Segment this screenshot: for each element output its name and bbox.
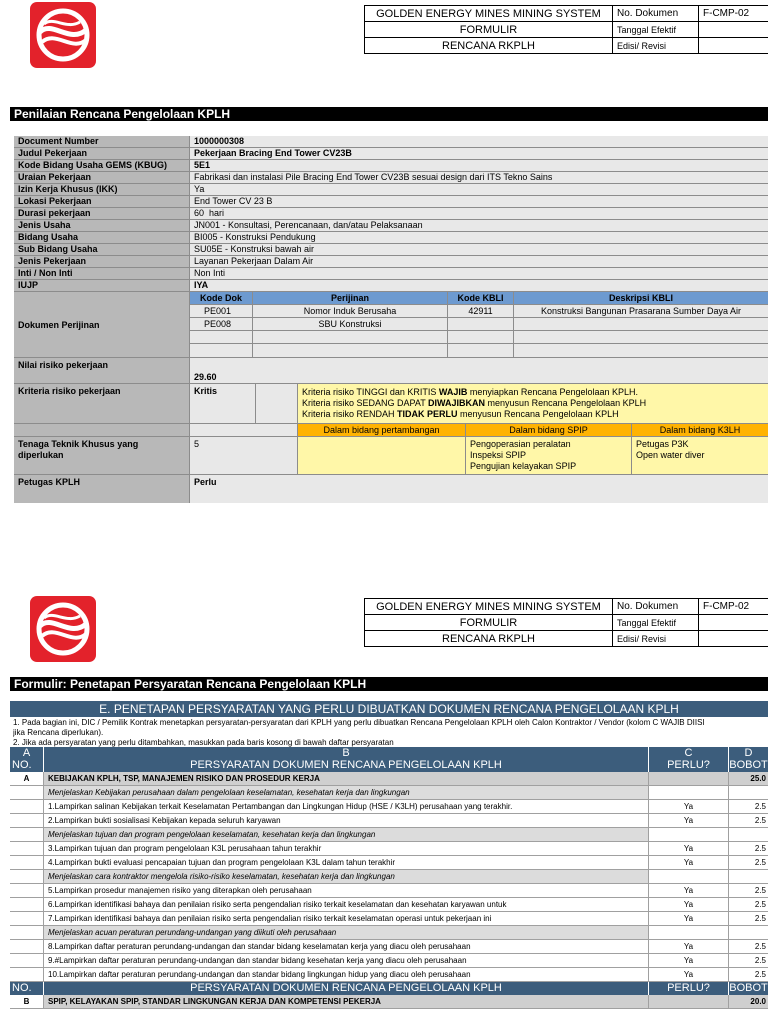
row-no — [10, 884, 44, 897]
risk-note-emphasis: DIWAJIBKAN — [428, 398, 486, 408]
risk-note-text: menyusun Rencana Pengelolaan KPLH — [457, 409, 619, 419]
field-row — [14, 232, 768, 244]
field-value: Layanan Pekerjaan Dalam Air — [190, 256, 768, 267]
field-row — [14, 196, 768, 208]
permits-header-cell: Kode KBLI — [448, 292, 514, 304]
table-row — [10, 940, 768, 954]
permits-grid — [190, 292, 768, 357]
column-titles-row — [10, 982, 768, 995]
table-row — [10, 954, 768, 968]
row-perlu[interactable]: Ya — [649, 884, 729, 897]
row-perlu[interactable]: Ya — [649, 800, 729, 813]
empty-cell — [514, 344, 768, 357]
empty-cell — [256, 384, 298, 423]
row-text: Menjelaskan Kebijakan perusahaan dalam pengelolaan keselamatan, kesehatan kerja dan lingkungan — [44, 786, 649, 799]
column-letter: B — [44, 747, 649, 759]
doc-no-value: F-CMP-02 — [699, 599, 768, 615]
column-letters-row — [10, 747, 768, 759]
column-title: BOBOT — [729, 759, 768, 771]
table-row — [10, 772, 768, 786]
specialist-label: Tenaga Teknik Khusus yang diperlukan — [14, 437, 190, 474]
row-text: Menjelaskan cara kontraktor mengelola risiko-risiko keselamatan, kesehatan kerja dan lingkungan — [44, 870, 649, 883]
field-row — [14, 172, 768, 184]
row-perlu[interactable]: Ya — [649, 898, 729, 911]
empty-cell — [514, 331, 768, 343]
system-name: GOLDEN ENERGY MINES MINING SYSTEM — [365, 6, 613, 22]
form-label: FORMULIR — [365, 615, 613, 631]
edition-value — [699, 631, 768, 647]
field-label: Document Number — [14, 136, 190, 147]
table-row — [10, 968, 768, 982]
specialist-item: Pengoperasian peralatan — [470, 439, 571, 449]
empty-cell — [190, 344, 253, 357]
risk-note — [302, 409, 764, 420]
field-value: End Tower CV 23 B — [190, 196, 768, 207]
officer-row — [14, 475, 768, 503]
row-bobot: 2.5 — [754, 970, 766, 979]
row-text: 5.Lampirkan prosedur manajemen risiko yang diterapkan oleh perusahaan — [44, 884, 649, 897]
field-row — [14, 244, 768, 256]
field-value: Pekerjaan Bracing End Tower CV23B — [190, 148, 768, 159]
column-letter: A — [10, 747, 44, 759]
row-no — [10, 856, 44, 869]
permits-row — [190, 318, 768, 331]
field-value: BI005 - Konstruksi Pendukung — [190, 232, 768, 243]
specialist-header-spip: Dalam bidang SPIP — [466, 424, 632, 436]
logo-emblem-icon — [30, 596, 96, 662]
row-text: Menjelaskan tujuan dan program pengelolaan keselamatan, kesehatan kerja dan lingkungan — [44, 828, 649, 841]
edition-label: Edisi/ Revisi — [613, 38, 699, 54]
risk-note-text: Kriteria risiko TINGGI dan KRITIS — [302, 387, 439, 397]
row-no — [10, 870, 44, 883]
table-row — [10, 898, 768, 912]
row-text: KEBIJAKAN KPLH, TSP, MANAJEMEN RISIKO DAN PROSEDUR KERJA — [44, 772, 649, 785]
effective-date-value — [699, 22, 768, 38]
table-row — [10, 926, 768, 940]
row-no — [10, 828, 44, 841]
row-text: 3.Lampirkan tujuan dan program pengelolaan K3L perusahaan tahun terakhir — [44, 842, 649, 855]
doc-no-label: No. Dokumen — [613, 599, 699, 615]
empty-cell — [190, 424, 298, 436]
row-bobot: 2.5 — [754, 858, 766, 867]
row-perlu[interactable]: Ya — [649, 856, 729, 869]
row-no — [10, 814, 44, 827]
instruction-line: 2. Jika ada persyaratan yang perlu ditambahkan, masukkan pada baris kosong di bawah daftar persyaratan — [13, 738, 394, 747]
specialist-item: Open water diver — [636, 450, 705, 460]
risk-criteria-row — [14, 384, 768, 424]
row-no: B — [10, 995, 44, 1008]
row-bobot: 2.5 — [754, 956, 766, 965]
field-row — [14, 136, 768, 148]
doc-no-label: No. Dokumen — [613, 6, 699, 22]
assessment-table — [14, 136, 768, 503]
risk-value-label: Nilai risiko pekerjaan — [14, 358, 190, 383]
risk-note-text: menyiapkan Rencana Pengelolaan KPLH. — [467, 387, 639, 397]
specialist-header-mining: Dalam bidang pertambangan — [298, 424, 466, 436]
company-logo — [30, 596, 96, 662]
field-label: IUJP — [14, 280, 190, 291]
specialist-header-row — [14, 424, 768, 437]
effective-date-label: Tanggal Efektif — [613, 615, 699, 631]
row-perlu[interactable]: Ya — [649, 968, 729, 981]
permits-section — [14, 292, 768, 358]
risk-note-emphasis: TIDAK PERLU — [397, 409, 458, 419]
permit-name: SBU Konstruksi — [253, 318, 448, 330]
risk-value-row — [14, 358, 768, 384]
form-name: RENCANA RKPLH — [365, 631, 613, 647]
column-letter: D — [744, 747, 753, 759]
table-row — [10, 828, 768, 842]
field-label: Uraian Pekerjaan — [14, 172, 190, 183]
column-letter: C — [649, 747, 729, 759]
row-perlu[interactable] — [649, 995, 729, 1008]
field-value: IYA — [190, 280, 768, 291]
field-label: Kode Bidang Usaha GEMS (KBUG) — [14, 160, 190, 171]
specialist-item: Pengujian kelayakan SPIP — [470, 461, 577, 471]
row-perlu[interactable]: Ya — [649, 814, 729, 827]
row-perlu[interactable]: Ya — [649, 940, 729, 953]
specialist-item: Petugas P3K — [636, 439, 689, 449]
permits-label: Dokumen Perijinan — [14, 292, 190, 357]
row-bobot — [729, 786, 768, 799]
assessment-title: Penilaian Rencana Pengelolaan KPLH — [10, 107, 768, 121]
risk-criteria-value: Kritis — [190, 384, 256, 423]
form-label: FORMULIR — [365, 22, 613, 38]
permit-code: PE001 — [190, 305, 253, 317]
row-no — [10, 968, 44, 981]
specialist-k3lh-list — [632, 437, 768, 474]
row-perlu[interactable]: Ya — [649, 912, 729, 925]
row-bobot: 2.5 — [754, 900, 766, 909]
risk-note-text: menyusun Rencana Pengelolaan KPLH — [485, 398, 647, 408]
empty-cell — [253, 331, 448, 343]
row-no — [10, 940, 44, 953]
row-bobot: 2.5 — [754, 802, 766, 811]
specialist-header-k3lh: Dalam bidang K3LH — [632, 424, 768, 436]
field-row — [14, 160, 768, 172]
logo-emblem-icon — [30, 2, 96, 68]
row-text: 6.Lampirkan identifikasi bahaya dan penilaian risiko serta pengendalian risiko terkait keselamatan dan kesehatan karyawan untuk — [44, 898, 649, 911]
kbli-code — [448, 318, 514, 330]
risk-criteria-label: Kriteria risiko pekerjaan — [14, 384, 190, 423]
row-text: 9.#Lampirkan daftar peraturan perundang-undangan dan standar bidang kesehatan kerja yang diacu oleh perusahaan — [44, 954, 649, 967]
row-bobot: 2.5 — [754, 886, 766, 895]
row-no — [10, 912, 44, 925]
company-logo — [30, 2, 96, 68]
field-label: Jenis Usaha — [14, 220, 190, 231]
officer-label: Petugas KPLH — [14, 475, 190, 503]
empty-cell — [253, 344, 448, 357]
permits-header-cell: Kode Dok — [190, 292, 253, 304]
row-bobot: 2.5 — [754, 942, 766, 951]
row-text: 10.Lampirkan daftar peraturan perundang-undangan dan standar bidang lingkungan hidup yang diacu oleh perusahaan — [44, 968, 649, 981]
requirements-banner: E. PENETAPAN PERSYARATAN YANG PERLU DIBUATKAN DOKUMEN RENCANA PENGELOLAAN KPLH — [10, 701, 768, 717]
column-title: PERSYARATAN DOKUMEN RENCANA PENGELOLAAN KPLH — [44, 759, 649, 772]
empty-cell — [448, 331, 514, 343]
requirements-title: Formulir: Penetapan Persyaratan Rencana Pengelolaan KPLH — [10, 677, 768, 691]
field-row — [14, 148, 768, 160]
permit-code: PE008 — [190, 318, 253, 330]
row-bobot: 25.0 — [750, 774, 766, 783]
field-value: Fabrikasi dan instalasi Pile Bracing End Tower CV23B sesuai design dari ITS Tekno Sains — [190, 172, 768, 183]
permits-header-cell: Perijinan — [253, 292, 448, 304]
specialist-item: Inspeksi SPIP — [470, 450, 527, 460]
risk-note — [302, 398, 764, 409]
row-perlu[interactable]: Ya — [649, 954, 729, 967]
permit-name: Nomor Induk Berusaha — [253, 305, 448, 317]
doc-no-value: F-CMP-02 — [699, 6, 768, 22]
permits-row-empty — [190, 344, 768, 357]
row-no: A — [10, 772, 44, 785]
column-title: PERSYARATAN DOKUMEN RENCANA PENGELOLAAN KPLH — [44, 982, 649, 995]
specialist-mining-list — [298, 437, 466, 474]
instruction-line: jika Rencana diperlukan). — [13, 728, 104, 737]
row-bobot: 2.5 — [754, 816, 766, 825]
column-title: NO. — [10, 982, 44, 995]
empty-cell — [190, 331, 253, 343]
permits-header-row — [190, 292, 768, 305]
row-bobot — [729, 870, 768, 883]
row-perlu[interactable] — [649, 786, 729, 799]
edition-label: Edisi/ Revisi — [613, 631, 699, 647]
row-no — [10, 786, 44, 799]
row-bobot — [729, 926, 768, 939]
field-row — [14, 280, 768, 292]
column-title: PERLU? — [649, 759, 729, 772]
row-text: 8.Lampirkan daftar peraturan perundang-undangan dan standar bidang keselamatan kerja yang diacu oleh perusahaan — [44, 940, 649, 953]
specialist-spip-list — [466, 437, 632, 474]
field-value: 60 hari — [190, 208, 768, 219]
field-value: 5E1 — [190, 160, 768, 171]
effective-date-label: Tanggal Efektif — [613, 22, 699, 38]
table-row — [10, 912, 768, 926]
field-value: JN001 - Konsultasi, Perencanaan, dan/atau Pelaksanaan — [190, 220, 768, 231]
risk-note — [302, 387, 764, 398]
field-label: Durasi pekerjaan — [14, 208, 190, 219]
risk-note-emphasis: WAJIB — [438, 387, 468, 397]
form-name: RENCANA RKPLH — [365, 38, 613, 54]
table-row — [10, 856, 768, 870]
field-value: Ya — [190, 184, 768, 195]
field-row — [14, 268, 768, 280]
permits-row-empty — [190, 331, 768, 344]
field-label: Inti / Non Inti — [14, 268, 190, 279]
field-label: Bidang Usaha — [14, 232, 190, 243]
effective-date-value — [699, 615, 768, 631]
requirements-table — [10, 701, 768, 1009]
column-title: PERLU? — [649, 982, 729, 995]
document-header-table — [364, 5, 768, 54]
row-bobot: 20.0 — [750, 997, 766, 1006]
empty-cell — [448, 344, 514, 357]
row-no — [10, 898, 44, 911]
row-bobot: 2.5 — [754, 844, 766, 853]
permits-row — [190, 305, 768, 318]
field-row — [14, 220, 768, 232]
system-name: GOLDEN ENERGY MINES MINING SYSTEM — [365, 599, 613, 615]
row-text: 2.Lampirkan bukti sosialisasi Kebijakan kepada seluruh karyawan — [44, 814, 649, 827]
instruction-line: 1. Pada bagian ini, DIC / Pemilik Kontrak menetapkan persyaratan-persyaratan dari KPLH yang perlu dibuatkan Rencana Pengelolaan KPLH oleh Calon Kontraktor / Vendor (kolom C WAJIB DIISI — [13, 718, 705, 727]
table-row — [10, 786, 768, 800]
kbli-description: Konstruksi Bangunan Prasarana Sumber Daya Air — [540, 306, 742, 316]
row-perlu[interactable]: Ya — [649, 842, 729, 855]
row-text: 1.Lampirkan salinan Kebijakan terkait Keselamatan Pertambangan dan Lingkungan Hidup (HSE / K3LH) perusahaan yang terakhir. — [44, 800, 649, 813]
risk-criteria-notes — [298, 384, 768, 423]
field-label: Izin Kerja Khusus (IKK) — [14, 184, 190, 195]
table-row — [10, 995, 768, 1009]
field-value: Non Inti — [190, 268, 768, 279]
row-text: 7.Lampirkan identifikasi bahaya dan penilaian risiko serta pengendalian risiko terkait keselamatan operasi untuk pekerjaan ini — [44, 912, 649, 925]
row-text: Menjelaskan acuan peraturan perundang-undangan yang diikuti oleh perusahaan — [44, 926, 649, 939]
column-title: NO. — [10, 759, 44, 772]
row-bobot: 2.5 — [754, 914, 766, 923]
risk-note-text: Kriteria risiko RENDAH — [302, 409, 398, 419]
permits-header-cell: Deskripsi KBLI — [608, 293, 674, 303]
specialist-count: 5 — [190, 437, 298, 474]
field-label: Judul Pekerjaan — [14, 148, 190, 159]
field-label: Jenis Pekerjaan — [14, 256, 190, 267]
document-header-table — [364, 598, 768, 647]
row-text: 4.Lampirkan bukti evaluasi pencapaian tujuan dan program pengelolaan K3L dalam tahun terakhir — [44, 856, 649, 869]
table-row — [10, 814, 768, 828]
row-no — [10, 954, 44, 967]
column-title: BOBOT — [729, 982, 768, 994]
field-row — [14, 208, 768, 220]
empty-cell — [14, 424, 190, 436]
row-no — [10, 800, 44, 813]
row-perlu[interactable] — [649, 926, 729, 939]
table-row — [10, 870, 768, 884]
table-row — [10, 884, 768, 898]
column-titles-row — [10, 759, 768, 772]
field-label: Lokasi Pekerjaan — [14, 196, 190, 207]
officer-value: Perlu — [190, 475, 768, 503]
row-bobot — [729, 828, 768, 841]
edition-value — [699, 38, 768, 54]
field-value: SU05E - Konstruksi bawah air — [190, 244, 768, 255]
row-no — [10, 926, 44, 939]
risk-value: 29.60 — [190, 358, 768, 383]
field-value: 1000000308 — [190, 136, 768, 147]
field-row — [14, 256, 768, 268]
kbli-description — [514, 318, 768, 330]
table-row — [10, 800, 768, 814]
field-row — [14, 184, 768, 196]
row-no — [10, 842, 44, 855]
requirements-instructions — [10, 717, 768, 747]
table-row — [10, 842, 768, 856]
row-perlu[interactable] — [649, 828, 729, 841]
field-label: Sub Bidang Usaha — [14, 244, 190, 255]
row-perlu[interactable] — [649, 870, 729, 883]
kbli-code: 42911 — [448, 305, 514, 317]
row-perlu[interactable] — [649, 772, 729, 785]
specialist-row — [14, 437, 768, 475]
row-text: SPIP, KELAYAKAN SPIP, STANDAR LINGKUNGAN KERJA DAN KOMPETENSI PEKERJA — [44, 995, 649, 1008]
risk-note-text: Kriteria risiko SEDANG DAPAT — [302, 398, 429, 408]
